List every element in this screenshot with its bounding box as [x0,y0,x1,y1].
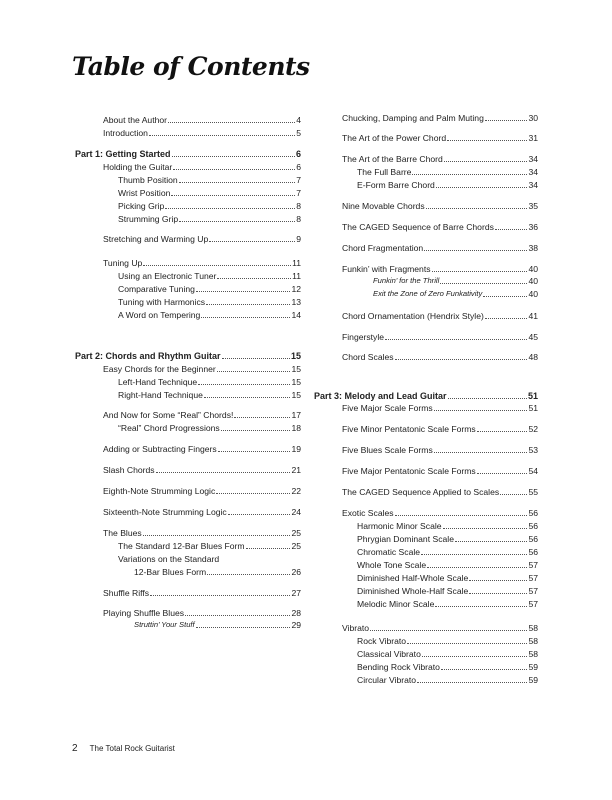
dot-leader [196,627,291,628]
toc-entry [103,485,301,497]
toc-entry-page: 57 [528,560,538,570]
toc-entry-title: Stretching and Warming Up [103,234,209,244]
toc-entry-page: 57 [528,573,538,583]
toc-entry-title: Shuffle Riffs [103,588,150,598]
toc-entry-title: The Art of the Barre Chord [342,154,443,164]
dot-leader [440,283,527,284]
toc-entry [357,585,538,597]
toc-entry-page: 24 [291,507,301,517]
toc-entry-title: “Real” Chord Progressions [118,423,220,433]
dot-leader [209,241,295,242]
toc-entry [103,527,301,539]
toc-entry-page: 9 [296,234,301,244]
toc-entry-page: 53 [528,445,538,455]
toc-part-heading [75,148,301,160]
toc-entry-title: Whole Tone Scale [357,560,427,570]
toc-entry-title: Struttin’ Your Stuff [134,620,195,629]
toc-entry-page: 48 [528,352,538,362]
toc-entry [103,464,301,476]
dot-leader [206,304,290,305]
dot-leader [469,593,527,594]
toc-entry-page: 7 [296,175,301,185]
toc-entry-title: The Standard 12-Bar Blues Form [118,541,245,551]
toc-entry [103,127,301,139]
toc-entry [373,288,538,300]
toc-entry-title: Holding the Guitar [103,162,173,172]
toc-entry [342,351,538,363]
dot-leader [426,208,528,209]
page-title: Table of Contents [72,52,310,81]
toc-entry-title: Introduction [103,128,148,138]
dot-leader [149,135,295,136]
toc-entry-title: E-Form Barre Chord [357,180,435,190]
toc-entry [357,674,538,686]
toc-entry-title: Diminished Half-Whole Scale [357,573,469,583]
toc-entry-page: 6 [296,162,301,172]
dot-leader [455,541,527,542]
dot-leader [179,221,295,222]
toc-entry [357,635,538,647]
footer-book-title: The Total Rock Guitarist [89,744,175,753]
toc-entry-page: 18 [291,423,301,433]
dot-leader [143,535,291,536]
toc-entry-title: Chromatic Scale [357,547,421,557]
dot-leader [477,473,528,474]
toc-entry-page: 34 [528,154,538,164]
toc-entry-page: 31 [528,133,538,143]
toc-entry [342,310,538,322]
toc-entry-page: 55 [528,487,538,497]
toc-entry [118,422,301,434]
dot-leader [447,140,527,141]
toc-entry-page: 11 [292,271,301,281]
dot-leader [441,669,527,670]
footer-page-number: 2 [72,743,78,754]
toc-entry-page: 57 [528,586,538,596]
toc-entry-page: 15 [290,351,301,361]
dot-leader [201,317,290,318]
toc-entry [342,486,538,498]
toc-entry-page: 30 [528,113,538,123]
toc-entry [118,296,301,308]
toc-entry [342,423,538,435]
toc-entry [118,376,301,388]
toc-entry [103,506,301,518]
toc-entry [118,187,301,199]
dot-leader [444,161,528,162]
toc-entry [357,661,538,673]
toc-entry-page: 25 [291,541,301,551]
toc-entry-page: 58 [528,649,538,659]
toc-entry-title: About the Author [103,115,168,125]
toc-entry-title: Bending Rock Vibrato [357,662,440,672]
toc-entry [103,409,301,421]
toc-entry-title: Rock Vibrato [357,636,407,646]
toc-entry-page: 58 [528,623,538,633]
toc-entry [103,257,301,269]
dot-leader [165,208,295,209]
toc-entry-page: 54 [528,466,538,476]
toc-entry-page: 35 [528,201,538,211]
toc-entry [342,331,538,343]
dot-leader [207,574,290,575]
dot-leader [173,169,295,170]
dot-leader [221,430,291,431]
dot-leader [395,515,528,516]
dot-leader [483,296,527,297]
toc-entry-title: Classical Vibrato [357,649,421,659]
toc-entry-page: 8 [296,201,301,211]
toc-entry [103,233,301,245]
toc-entry-page: 41 [528,311,538,321]
dot-leader [495,229,528,230]
toc-entry-title: Eighth-Note Strumming Logic [103,486,216,496]
dot-leader [168,122,295,123]
page-footer [72,743,175,754]
toc-entry [134,566,301,578]
dot-leader [172,156,295,157]
toc-entry [357,598,538,610]
toc-entry-title: Chucking, Damping and Palm Muting [342,113,484,123]
toc-entry-page: 19 [291,444,301,454]
toc-entry-title: And Now for Some “Real” Chords! [103,410,234,420]
toc-entry-title: Funkin’ with Fragments [342,264,431,274]
toc-entry-title: The CAGED Sequence of Barre Chords [342,222,494,232]
toc-entry-page: 7 [296,188,301,198]
toc-entry [342,507,538,519]
toc-entry-title: Comparative Tuning [118,284,195,294]
toc-entry [118,174,301,186]
toc-entry [342,221,538,233]
toc-entry-title: Five Major Scale Forms [342,403,433,413]
dot-leader [424,250,527,251]
toc-entry [357,520,538,532]
toc-entry-page: 5 [296,128,301,138]
toc-entry-title: Playing Shuffle Blues [103,608,185,618]
dot-leader [417,682,527,683]
toc-entry-title: Part 2: Chords and Rhythm Guitar [75,351,221,361]
toc-entry-page: 26 [291,567,301,577]
toc-entry [342,465,538,477]
toc-entry-title: Left-Hand Technique [118,377,198,387]
dot-leader [407,643,527,644]
dot-leader [422,656,528,657]
toc-entry-title: Diminished Whole-Half Scale [357,586,469,596]
toc-entry-page: 45 [528,332,538,342]
toc-entry-title: The CAGED Sequence Applied to Scales [342,487,500,497]
toc-entry-page: 15 [291,364,301,374]
toc-entry-page: 22 [291,486,301,496]
toc-entry-title: Five Blues Scale Forms [342,445,433,455]
toc-entry-title: Vibrato [342,623,370,633]
dot-leader [427,567,527,568]
dot-leader [217,371,291,372]
toc-entry-page: 57 [528,599,538,609]
toc-entry [342,200,538,212]
toc-entry [118,309,301,321]
toc-entry-title: Thumb Position [118,175,178,185]
toc-entry [103,363,301,375]
toc-entry-title: Strumming Grip [118,214,179,224]
toc-entry-title: Chord Ornamentation (Hendrix Style) [342,311,484,321]
toc-entry [357,546,538,558]
toc-entry-page: 34 [528,167,538,177]
toc-entry-page: 17 [291,410,301,420]
toc-entry-title: Using an Electronic Tuner [118,271,217,281]
dot-leader [185,615,290,616]
toc-entry-title: Sixteenth-Note Strumming Logic [103,507,227,517]
dot-leader [435,606,527,607]
toc-entry [118,389,301,401]
toc-entry-title: Funkin’ for the Thrill [373,276,440,285]
toc-entry-page: 13 [291,297,301,307]
dot-leader [412,174,527,175]
toc-entry-page: 52 [528,424,538,434]
toc-entry-page: 59 [528,662,538,672]
dot-leader [443,528,528,529]
dot-leader [216,493,290,494]
toc-entry [357,166,538,178]
dot-leader [385,339,527,340]
dot-leader [448,398,527,399]
toc-entry-title: Picking Grip [118,201,165,211]
dot-leader [436,187,528,188]
toc-entry [342,444,538,456]
toc-entry-page: 40 [528,289,538,299]
toc-entry-title: Slash Chords [103,465,155,475]
toc-entry-title: Right-Hand Technique [118,390,203,400]
toc-entry [342,153,538,165]
toc-entry [342,402,538,414]
toc-entry-title: Nine Movable Chords [342,201,425,211]
dot-leader [156,472,291,473]
toc-entry-page: 56 [528,547,538,557]
dot-leader [222,358,290,359]
toc-entry-title: Wrist Position [118,188,171,198]
toc-entry-page: 34 [528,180,538,190]
toc-entry-page: 40 [528,264,538,274]
toc-entry-page: 15 [291,390,301,400]
toc-entry-title: The Full Barre [357,167,412,177]
dot-leader [179,182,296,183]
toc-entry-title: Circular Vibrato [357,675,417,685]
dot-leader [500,494,527,495]
toc-entry [118,553,301,565]
toc-entry [342,132,538,144]
toc-entry [357,572,538,584]
toc-part-heading [75,350,301,362]
toc-entry-title: Easy Chords for the Beginner [103,364,216,374]
dot-leader [477,431,528,432]
dot-leader [485,318,528,319]
toc-entry [118,213,301,225]
toc-entry-page: 14 [291,310,301,320]
toc-entry-page: 59 [528,675,538,685]
toc-entry [342,112,538,124]
dot-leader [150,595,290,596]
toc-entry-title: Five Minor Pentatonic Scale Forms [342,424,476,434]
dot-leader [485,120,528,121]
toc-entry-title: Five Major Pentatonic Scale Forms [342,466,476,476]
dot-leader [246,548,291,549]
toc-entry-page: 56 [528,521,538,531]
dot-leader [171,195,295,196]
dot-leader [196,291,291,292]
toc-entry-page: 51 [527,391,538,401]
toc-entry-title: 12-Bar Blues Form [134,567,207,577]
toc-entry-page: 6 [295,149,301,159]
toc-entry [103,587,301,599]
toc-entry-title: Exit the Zone of Zero Funkativity [373,289,483,298]
toc-entry [357,648,538,660]
toc-entry-page: 12 [291,284,301,294]
dot-leader [228,514,291,515]
toc-entry [118,540,301,552]
toc-entry-page: 27 [291,588,301,598]
toc-entry-title: Part 3: Melody and Lead Guitar [314,391,447,401]
toc-entry-title: The Art of the Power Chord [342,133,447,143]
toc-entry-page: 58 [528,636,538,646]
dot-leader [434,410,528,411]
dot-leader [218,451,291,452]
toc-entry [103,443,301,455]
dot-leader [421,554,527,555]
toc-entry-page: 51 [528,403,538,413]
toc-entry-page: 56 [528,534,538,544]
toc-entry [103,607,301,619]
toc-entry [342,242,538,254]
toc-entry [118,200,301,212]
toc-entry-page: 56 [528,508,538,518]
toc-entry-title: Adding or Subtracting Fingers [103,444,217,454]
toc-entry-page: 29 [291,620,301,630]
dot-leader [198,384,290,385]
toc-entry [357,559,538,571]
toc-entry [342,622,538,634]
toc-entry-page: 15 [291,377,301,387]
toc-entry-title: Tuning Up [103,258,143,268]
toc-entry [118,283,301,295]
toc-entry-title: Chord Scales [342,352,394,362]
toc-entry [103,161,301,173]
toc-entry [103,114,301,126]
toc-entry-title: Fingerstyle [342,332,385,342]
toc-entry-page: 11 [292,258,301,268]
toc-entry-page: 25 [291,528,301,538]
toc-entry [342,263,538,275]
toc-entry-title: Phrygian Dominant Scale [357,534,454,544]
toc-entry-title: Melodic Minor Scale [357,599,435,609]
dot-leader [432,271,528,272]
toc-entry [357,179,538,191]
dot-leader [395,359,528,360]
toc-entry-title: The Blues [103,528,142,538]
toc-entry-title: Harmonic Minor Scale [357,521,442,531]
toc-entry-page: 8 [296,214,301,224]
toc-entry [373,275,538,287]
toc-entry-page: 4 [296,115,301,125]
toc-entry-title: Tuning with Harmonics [118,297,206,307]
toc-entry-page: 36 [528,222,538,232]
dot-leader [434,452,528,453]
dot-leader [204,397,291,398]
toc-entry-title: Part 1: Getting Started [75,149,171,159]
dot-leader [370,630,527,631]
toc-entry [357,533,538,545]
toc-entry-page: 40 [528,276,538,286]
toc-entry-title: Variations on the Standard [118,554,220,564]
dot-leader [217,278,291,279]
toc-entry-page: 28 [291,608,301,618]
toc-entry-title: A Word on Tempering [118,310,201,320]
toc-entry [134,619,301,631]
toc-entry-page: 21 [291,465,301,475]
toc-entry [118,270,301,282]
dot-leader [469,580,527,581]
toc-entry-title: Exotic Scales [342,508,394,518]
dot-leader [143,265,291,266]
toc-entry-page: 38 [528,243,538,253]
toc-entry-title: Chord Fragmentation [342,243,424,253]
toc-part-heading [314,390,538,402]
dot-leader [234,417,290,418]
